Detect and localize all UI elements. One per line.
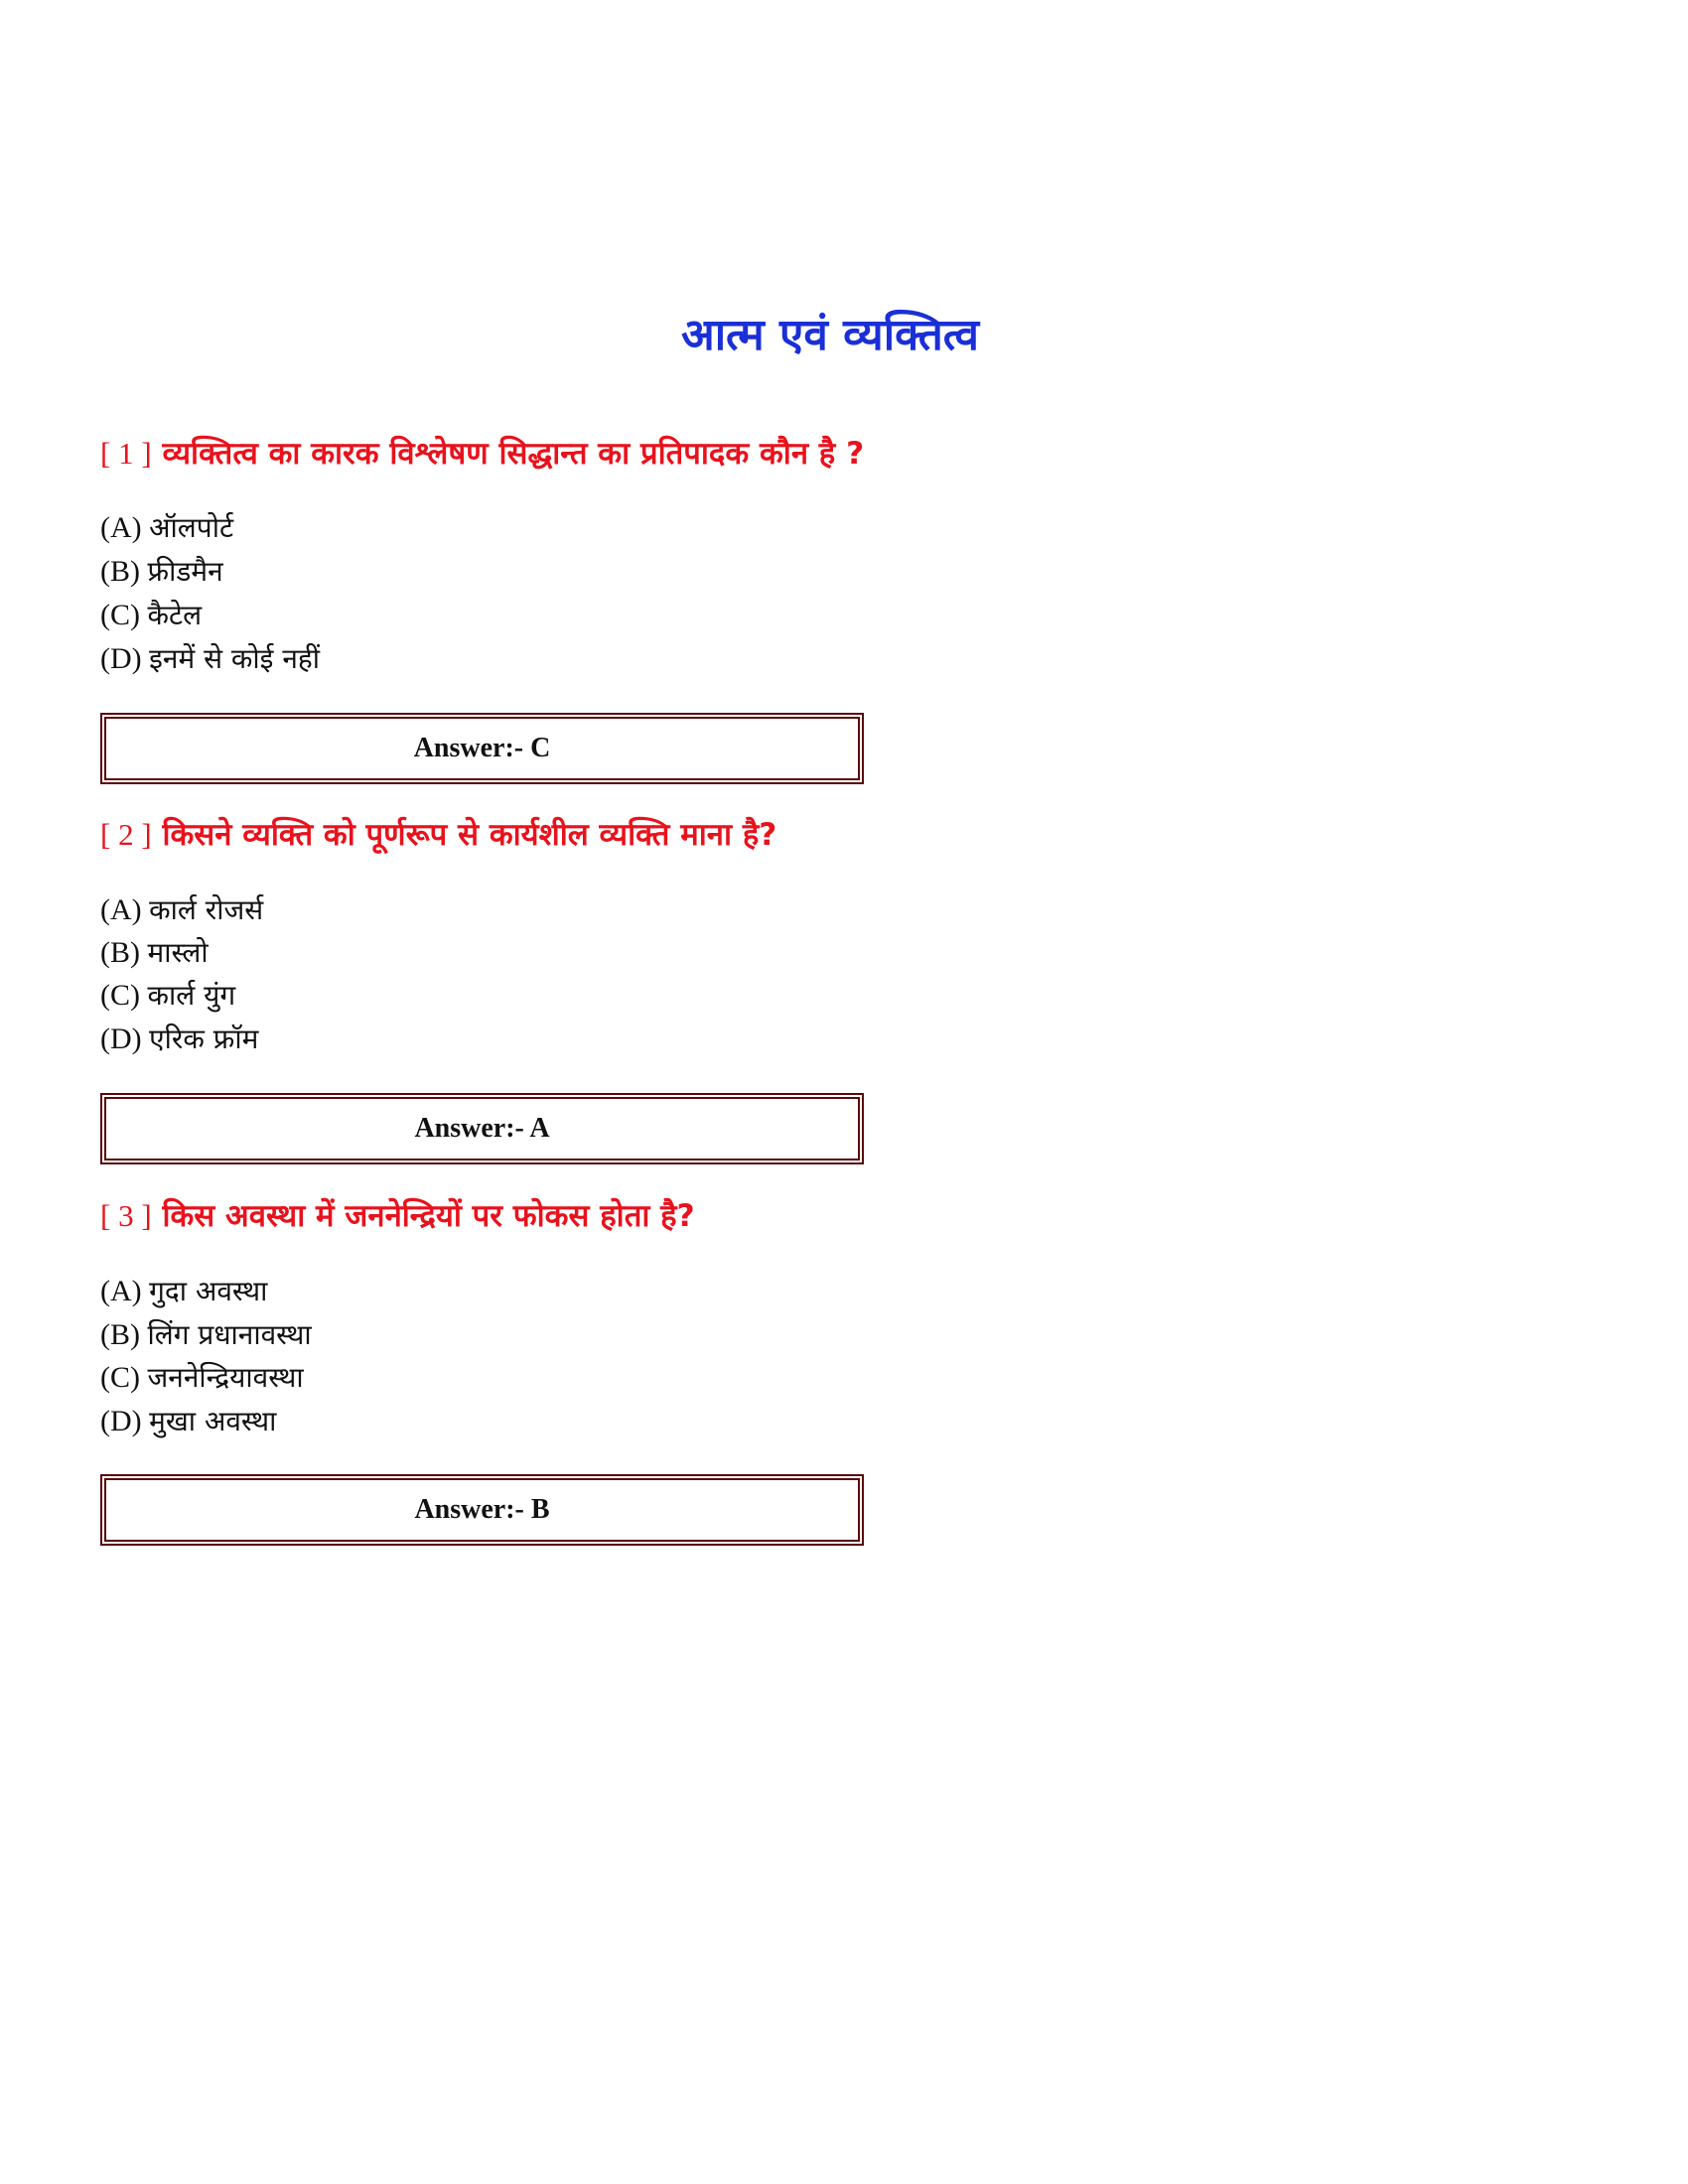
question-1 (100, 432, 864, 474)
option-text: इनमें से कोई नहीं (149, 642, 320, 675)
option-label: (B) (100, 936, 140, 969)
question-text: व्यक्तित्व का कारक विश्लेषण सिद्धान्त का प्रतिपादक कौन है ? (162, 436, 865, 472)
option-text: जननेन्द्रियावस्था (147, 1361, 304, 1394)
option-a (100, 1270, 267, 1313)
option-label: (D) (100, 642, 142, 675)
option-label: (D) (100, 1405, 142, 1437)
option-label: (C) (100, 599, 140, 631)
option-c (100, 1356, 304, 1400)
question-3 (100, 1194, 695, 1236)
option-text: मुखा अवस्था (149, 1405, 277, 1437)
option-text: कार्ल युंग (147, 979, 236, 1012)
answer-box: Answer:- C (100, 713, 864, 784)
question-number: [ 2 ] (100, 817, 152, 852)
option-label: (B) (100, 1318, 140, 1351)
question-2 (100, 813, 776, 855)
option-d (100, 637, 320, 681)
option-text: मास्लो (147, 936, 209, 969)
answer-box: Answer:- A (100, 1093, 864, 1164)
option-label: (D) (100, 1023, 142, 1055)
option-d (100, 1018, 258, 1061)
option-label: (A) (100, 511, 142, 544)
page-title: आत्म एवं व्यक्तित्व (681, 310, 979, 360)
option-label: (C) (100, 1361, 140, 1394)
option-text: लिंग प्रधानावस्था (147, 1318, 312, 1351)
question-text: किस अवस्था में जननेन्द्रियों पर फोकस होता है? (162, 1198, 695, 1234)
option-b (100, 931, 209, 975)
option-text: कैटेल (147, 599, 203, 631)
option-text: एरिक फ्रॉम (149, 1023, 259, 1055)
option-label: (B) (100, 555, 140, 588)
option-label: (A) (100, 1275, 142, 1307)
option-b (100, 550, 223, 594)
option-text: फ्रीडमैन (147, 555, 223, 588)
option-b (100, 1313, 312, 1357)
question-text: किसने व्यक्ति को पूर्णरूप से कार्यशील व्यक्ति माना है? (162, 817, 777, 853)
question-number: [ 3 ] (100, 1198, 152, 1233)
option-c (100, 594, 202, 637)
option-text: कार्ल रोजर्स (149, 893, 264, 926)
option-label: (C) (100, 979, 140, 1012)
option-text: ऑलपोर्ट (149, 511, 234, 544)
question-number: [ 1 ] (100, 436, 152, 471)
answer-box: Answer:- B (100, 1474, 864, 1546)
option-c (100, 974, 235, 1018)
option-label: (A) (100, 893, 142, 926)
option-d (100, 1400, 276, 1443)
option-a (100, 888, 263, 932)
option-a (100, 506, 233, 550)
option-text: गुदा अवस्था (149, 1275, 268, 1307)
